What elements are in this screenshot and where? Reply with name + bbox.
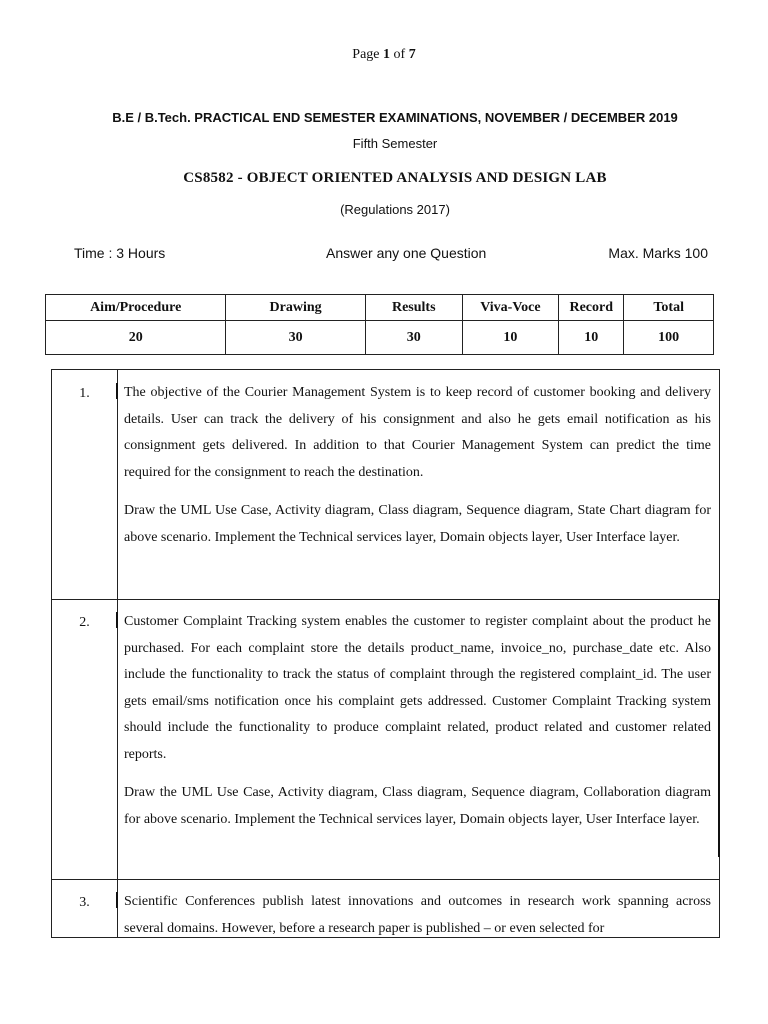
marks-header-record: Record: [559, 295, 624, 321]
question-row: [52, 599, 719, 880]
question-paragraph: The objective of the Courier Management System is to keep record of customer booking and delivery details. User can track the delivery of his consignment and also he gets email notification as his consignment gets delivered. In addition to that Courier Management System can predict the time required for the consignment to reach the destination.: [124, 385, 711, 480]
marks-header-row: [46, 295, 714, 321]
page-number: [0, 47, 768, 63]
exam-time: Time : 3 Hours: [74, 245, 166, 261]
question-row: [52, 370, 719, 600]
question-paragraph: Customer Complaint Tracking system enables the customer to register complaint about the product he purchased. For each complaint store the details product_name, invoice_no, purchase_date etc. Also include the functionality to track the status of complaint through the registered complaint_id. The user gets email/sms notification once his complaint gets addressed. Customer Complaint Tracking system should include the functionality to produce complaint related, product related and customer related reports.: [124, 614, 711, 762]
semester: Fifth Semester: [352, 136, 438, 151]
question-number: 2.: [79, 615, 90, 630]
page-total: 7: [408, 47, 416, 62]
marks-value-viva: 10: [462, 321, 558, 355]
exam-instruction: Answer any one Question: [326, 245, 487, 261]
page-prefix: Page: [352, 47, 384, 62]
page-of: of: [390, 47, 409, 62]
marks-value-drawing: 30: [226, 321, 365, 355]
page-current: 1: [383, 47, 391, 62]
right-border-bar: [718, 599, 720, 857]
exam-meta: [74, 245, 708, 263]
question-number: 3.: [79, 895, 90, 910]
question-row: [52, 879, 719, 937]
column-divider: [117, 879, 118, 937]
marks-header-total: Total: [624, 295, 714, 321]
max-marks: Max. Marks 100: [608, 245, 708, 261]
marks-header-drawing: Drawing: [226, 295, 365, 321]
marks-table: [45, 294, 714, 355]
questions-table: [51, 369, 720, 938]
column-divider: [117, 370, 118, 599]
marks-value-results: 30: [365, 321, 462, 355]
marks-value-record: 10: [559, 321, 624, 355]
marks-header-viva: Viva-Voce: [462, 295, 558, 321]
marks-header-results: Results: [365, 295, 462, 321]
course-title: CS8582 - OBJECT ORIENTED ANALYSIS AND DESIGN LAB: [183, 170, 607, 186]
marks-value-total: 100: [624, 321, 714, 355]
regulations: (Regulations 2017): [340, 202, 450, 217]
question-paragraph: Draw the UML Use Case, Activity diagram, Class diagram, Sequence diagram, Collaboration diagram for above scenario. Implement the Technical services layer, Domain objects layer, User Interface layer.: [124, 785, 711, 827]
column-divider: [117, 599, 118, 879]
question-text: [124, 380, 711, 563]
question-text: [124, 889, 711, 954]
question-number: 1.: [79, 386, 90, 401]
marks-value-row: [46, 321, 714, 355]
question-paragraph: Draw the UML Use Case, Activity diagram, Class diagram, Sequence diagram, State Chart diagram for above scenario. Implement the Technical services layer, Domain objects layer, User Interface layer.: [124, 503, 711, 545]
question-paragraph: Scientific Conferences publish latest innovations and outcomes in research work spanning across several domains. However, before a research paper is published – or even selected for: [124, 894, 711, 936]
exam-title: B.E / B.Tech. PRACTICAL END SEMESTER EXAMINATIONS, NOVEMBER / DECEMBER 2019: [112, 110, 678, 125]
marks-header-aim: Aim/Procedure: [46, 295, 226, 321]
marks-value-aim: 20: [46, 321, 226, 355]
question-text: [124, 609, 711, 845]
